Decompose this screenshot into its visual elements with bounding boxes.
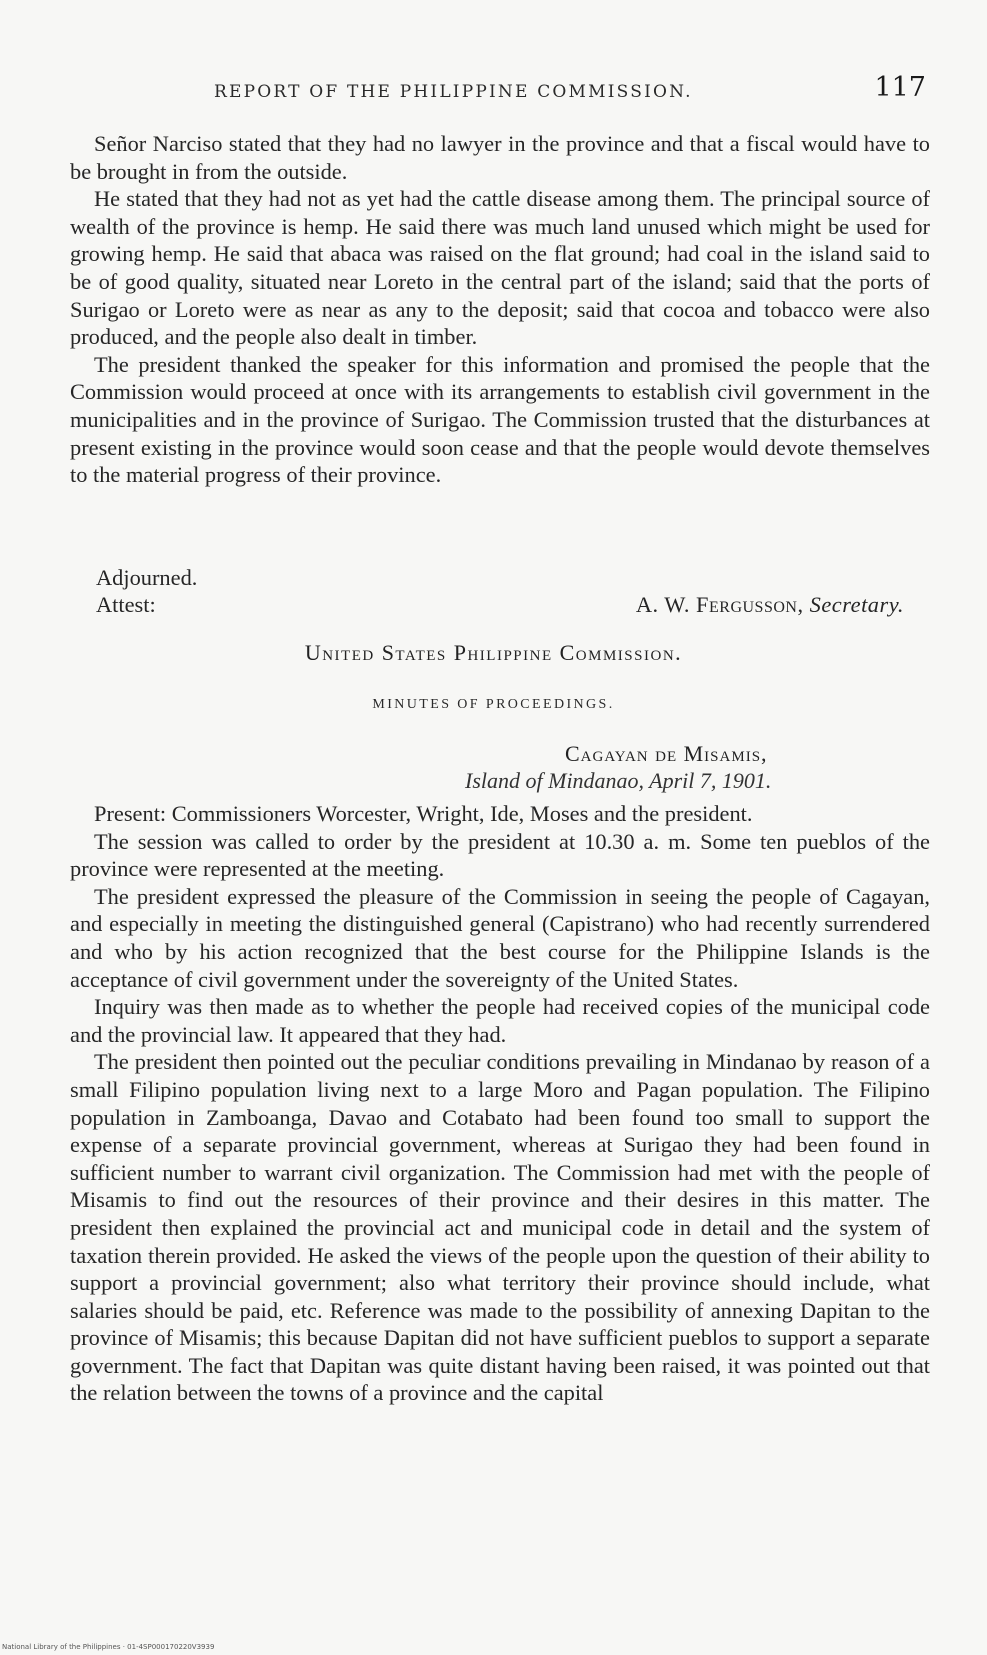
running-header-title: REPORT OF THE PHILIPPINE COMMISSION.	[214, 82, 693, 102]
section-heading: United States Philippine Commission.	[304, 640, 683, 665]
attest-label: Attest:	[96, 592, 156, 617]
paragraph: The session was called to order by the president at 10.30 a. m. Some ten pueblos of the province were represented at the meeting.	[70, 828, 930, 882]
adjourned-line: Adjourned.	[96, 565, 198, 590]
section-subheading: MINUTES OF PROCEEDINGS.	[372, 697, 615, 712]
secretary-name: A. W. Fergusson,	[635, 592, 804, 617]
paragraph: Señor Narciso stated that they had no lawyer in the province and that a fiscal would have to be brought in from the outside.	[70, 131, 930, 184]
page-number: 117	[874, 72, 926, 103]
paragraph: The president thanked the speaker for this information and promised the people that the Commission would proceed at once with its arrangements to establish civil government in the municipalities and in the province of Surigao. The Commission trusted that the disturbances at present existing in the province would soon cease and that the people would devote themselves to the material progress of their province.	[70, 351, 930, 488]
report-text-block	[70, 130, 930, 489]
attest-line	[96, 591, 904, 618]
paragraph: He stated that they had not as yet had the cattle disease among them. The principal source of wealth of the province is hemp. He said there was much land unused which might be used for growing hemp. He said that abaca was raised on the flat ground; had coal in the island said to be of good quality, situated near Loreto in the central part of the island; said that the ports of Surigao or Loreto were as near as any to the deposit; said that cocoa and tobacco were also produced, and the people also dealt in timber.	[70, 186, 930, 350]
secretary-title: Secretary.	[809, 592, 904, 617]
paragraph: Inquiry was then made as to whether the people had received copies of the municipal code and the provincial law. It appeared that they had.	[70, 994, 930, 1047]
running-header	[96, 72, 926, 108]
paragraph: The president then pointed out the peculiar conditions prevailing in Mindanao by reason of a small Filipino population living next to a large Moro and Pagan population. The Filipino population in Zamboanga, Davao and Cotabato had been found too small to support the expense of a separate provincial government, whereas at Surigao they had been found in sufficient number to warrant civil organization. The Commission had met with the people of Misamis to find out the resources of their province and their desires in this matter. The president then explained the provincial act and municipal code in detail and the system of taxation therein provided. He asked the views of the people upon the question of their ability to support a provincial government; also what territory their province should include, what salaries should be paid, etc. Reference was made to the possibility of annexing Dapitan to the province of Misamis; this because Dapitan did not have sufficient pueblos to support a separate government. The fact that Dapitan was quite distant having been raised, it was pointed out that the relation between the towns of a province and the capital	[70, 1049, 930, 1406]
minutes-text-block	[70, 800, 930, 1407]
meeting-place: Cagayan de Misamis,	[565, 741, 768, 766]
meeting-dateline: Island of Mindanao, April 7, 1901.	[465, 768, 772, 793]
paragraph: Present: Commissioners Worcester, Wright, Ide, Moses and the president.	[94, 801, 753, 826]
paragraph: The president expressed the pleasure of the Commission in seeing the people of Cagayan, and especially in meeting the distinguished general (Capistrano) who had recently surrendered and who by his action recognized that the best course for the Philippine Islands is the acceptance of civil government under the sovereignty of the United States.	[70, 883, 930, 992]
digitization-footer: National Library of the Philippines · 01-4SP000170220V3939	[2, 1643, 215, 1651]
signature	[636, 591, 904, 618]
